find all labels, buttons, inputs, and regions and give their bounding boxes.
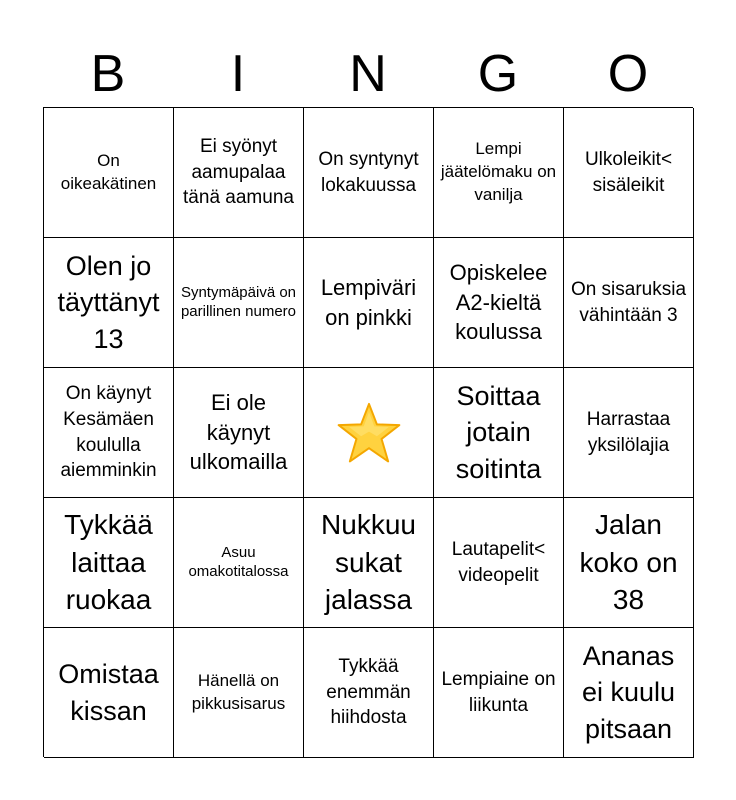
cell-text: Ei syönyt aamupalaa tänä aamuna <box>183 136 294 209</box>
cell-text: On syntynyt lokakuussa <box>318 148 419 196</box>
bingo-cell[interactable] <box>44 498 174 628</box>
bingo-cell[interactable] <box>434 628 564 758</box>
cell-text: Syntymäpäivä on parillinen numero <box>180 283 297 320</box>
bingo-cell[interactable] <box>304 498 434 628</box>
cell-text: Lautapelit< videopelit <box>451 538 546 586</box>
bingo-cell[interactable] <box>44 628 174 758</box>
header-letter-b: B <box>90 45 126 103</box>
cell-text: Asuu omakotitalossa <box>188 543 289 580</box>
bingo-cell[interactable] <box>564 368 694 498</box>
cell-text: Jalan koko on 38 <box>579 508 678 616</box>
bingo-cell[interactable] <box>304 238 434 368</box>
star-icon <box>336 400 402 466</box>
cell-text: Lempiväri on pinkki <box>320 274 417 330</box>
cell-text: Lempiaine on liikunta <box>441 668 556 716</box>
cell-text: Ulkoleikit< sisäleikit <box>584 148 673 196</box>
header-letter-g: G <box>477 45 519 103</box>
bingo-cell[interactable] <box>174 498 304 628</box>
bingo-cell[interactable] <box>44 368 174 498</box>
cell-text: Olen jo täyttänyt 13 <box>57 250 160 354</box>
header-letter-n: N <box>349 45 387 103</box>
bingo-cell[interactable] <box>44 108 174 238</box>
bingo-cell[interactable] <box>564 498 694 628</box>
bingo-cell[interactable] <box>174 368 304 498</box>
bingo-cell[interactable] <box>44 238 174 368</box>
cell-text: Ananas ei kuulu pitsaan <box>581 640 676 744</box>
bingo-cell[interactable] <box>304 108 434 238</box>
bingo-cell[interactable] <box>174 108 304 238</box>
cell-text: Omistaa kissan <box>58 659 159 726</box>
bingo-cell[interactable] <box>564 108 694 238</box>
cell-text: Tykkää laittaa ruokaa <box>64 508 153 616</box>
bingo-cell[interactable] <box>564 238 694 368</box>
free-space-cell[interactable] <box>304 368 434 498</box>
cell-text: Harrastaa yksilölajia <box>586 408 671 456</box>
cell-text: Hänellä on pikkusisarus <box>191 670 286 713</box>
cell-text: On käynyt Kesämäen koululla aiemminkin <box>60 383 157 482</box>
bingo-cell[interactable] <box>434 238 564 368</box>
cell-text: Lempi jäätelömaku on vanilja <box>440 139 557 204</box>
cell-text: Opiskelee A2-kieltä koulussa <box>449 259 548 345</box>
bingo-cell[interactable] <box>174 628 304 758</box>
cell-text: On sisaruksia vähintään 3 <box>570 278 687 326</box>
bingo-cell[interactable] <box>434 108 564 238</box>
cell-text: Ei ole käynyt ulkomailla <box>189 389 288 475</box>
bingo-header <box>43 40 693 108</box>
bingo-cell[interactable] <box>434 368 564 498</box>
bingo-cell[interactable] <box>304 628 434 758</box>
bingo-cell[interactable] <box>434 498 564 628</box>
bingo-cell[interactable] <box>564 628 694 758</box>
header-letter-i: I <box>230 45 246 103</box>
header-letter-o: O <box>607 45 649 103</box>
bingo-cell[interactable] <box>174 238 304 368</box>
bingo-grid <box>43 107 693 757</box>
cell-text: On oikeakätinen <box>60 150 157 193</box>
cell-text: Nukkuu sukat jalassa <box>321 508 416 616</box>
cell-text: Soittaa jotain soitinta <box>455 380 542 484</box>
cell-text: Tykkää enemmän hiihdosta <box>326 656 411 729</box>
